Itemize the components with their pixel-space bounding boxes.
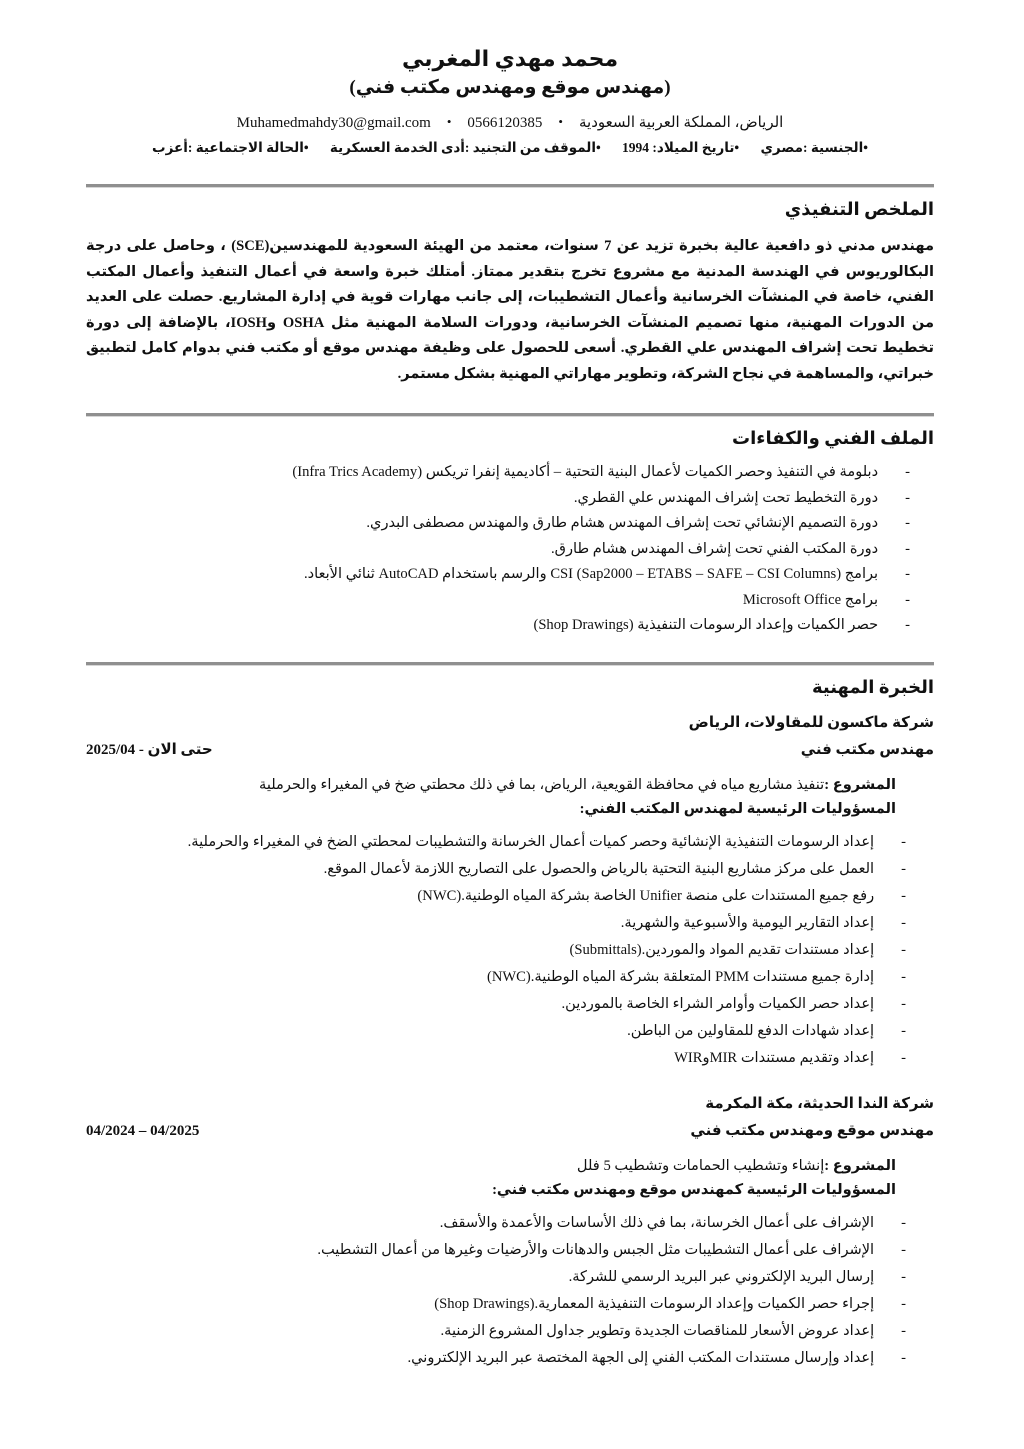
list-item-text: دبلومة في التنفيذ وحصر الكميات لأعمال البنية التحتية – أكاديمية إنفرا تريكس (Infra Trics Academy): [292, 464, 879, 480]
section-divider: [86, 184, 934, 188]
dash-bullet-icon: -: [905, 515, 910, 531]
dash-bullet-icon: -: [901, 1215, 906, 1231]
job-dates: 04/2024 – 04/2025: [86, 1123, 200, 1139]
list-item-text: دورة المكتب الفني تحت إشراف المهندس هشام طارق.: [551, 540, 879, 557]
dash-bullet-icon: -: [901, 1269, 906, 1285]
list-item: [86, 1294, 934, 1315]
job-role: مهندس مكتب فني: [800, 742, 934, 758]
list-item: [86, 1240, 934, 1261]
dash-bullet-icon: -: [901, 1323, 906, 1339]
dash-bullet-icon: -: [901, 1023, 906, 1039]
responsibilities-heading: المسؤوليات الرئيسية كمهندس موقع ومهندس مكتب فني:: [492, 1182, 896, 1198]
list-item-text: رفع جميع المستندات على منصة Unifier الخاصة بشركة المياه الوطنية.(NWC): [417, 888, 875, 904]
list-item: [86, 1267, 934, 1288]
contact-line: [86, 112, 934, 133]
list-item-text: إجراء حصر الكميات وإعداد الرسومات التنفيذية المعمارية.(Shop Drawings): [434, 1296, 875, 1312]
list-item-text: إعداد مستندات تقديم المواد والموردين.(Submittals): [569, 942, 875, 958]
list-item: [86, 488, 934, 509]
list-item: [86, 1048, 934, 1069]
job-title-row: [86, 739, 934, 761]
list-item-text: إعداد الرسومات التنفيذية الإنشائية وحصر كميات أعمال الخرسانة والتشطيبات لمحطتي الضخ في المغيراء والحرملية.: [187, 834, 875, 850]
job-entry: [86, 1093, 934, 1369]
dash-bullet-icon: -: [905, 540, 910, 557]
list-item: [86, 967, 934, 988]
dash-bullet-icon: -: [901, 861, 906, 877]
list-item: [86, 913, 934, 934]
dash-bullet-icon: -: [905, 566, 910, 582]
list-item: [86, 615, 934, 636]
job-company: شركة الندا الحديثة، مكة المكرمة: [705, 1096, 934, 1112]
detail-marital-status: •الحالة الاجتماعية :أعزب: [152, 140, 309, 155]
dash-bullet-icon: -: [905, 617, 910, 633]
personal-details-line: [86, 138, 934, 158]
resume-header: [86, 44, 934, 158]
list-item-text: إعداد التقارير اليومية والأسبوعية والشهرية.: [620, 915, 875, 931]
bullet-separator: •: [558, 114, 563, 129]
list-item-text: العمل على مركز مشاريع البنية التحتية بالرياض والحصول على التصاريح اللازمة لأعمال الموقع.: [323, 861, 875, 877]
list-item: [86, 886, 934, 907]
list-item: [86, 1321, 934, 1342]
responsibilities-list: [86, 832, 934, 1069]
list-item: [86, 1021, 934, 1042]
project-description: إنشاء وتشطيب الحمامات وتشطيب 5 فلل: [576, 1158, 825, 1174]
responsibilities-heading: المسؤوليات الرئيسية لمهندس المكتب الفني:: [579, 801, 896, 817]
list-item: [86, 832, 934, 853]
contact-email: Muhamedmahdy30@gmail.com: [236, 115, 431, 131]
job-company: شركة ماكسون للمقاولات، الرياض: [688, 715, 934, 731]
dash-bullet-icon: -: [901, 942, 906, 958]
dash-bullet-icon: -: [901, 1296, 906, 1312]
list-item: [86, 590, 934, 611]
list-item-text: دورة التخطيط تحت إشراف المهندس علي القطري.: [573, 489, 879, 506]
experience-section-title: الخبرة المهنية: [811, 677, 934, 697]
list-item-text: إدارة جميع مستندات PMM المتعلقة بشركة المياه الوطنية.(NWC): [486, 969, 875, 985]
summary-paragraph: مهندس مدني ذو دافعية عالية بخبرة تزيد عن 7 سنوات، معتمد من الهيئة السعودية للمهندسين(SCE) ، وحاصل على درجة البكالوريوس في الهندسة المدنية مع مشروع تخرج بتقدير ممتاز. أمتلك خبرة واسعة في أعمال التنفيذ وأعمال المكتب الفني، خاصة في المنشآت الخرسانية وأعمال التشطيبات، إلى جانب مهارات قوية في إدارة المشاريع. حصلت على العديد من الدورات المهنية، منها تصميم المنشآت الخرسانية، ودورات السلامة المهنية مثل OSHA وIOSH، بالإضافة إلى دورة تخطيط تحت إشراف المهندس علي القطري. أسعى للحصول على وظيفة مهندس موقع أو مكتب فني بدوام كامل لتطبيق خبراتي، والمساهمة في نجاح الشركة، وتطوير مهاراتي المهنية بشكل مستمر.: [86, 238, 934, 382]
skills-list: [86, 462, 934, 636]
job-role: مهندس موقع ومهندس مكتب فني: [690, 1123, 934, 1139]
dash-bullet-icon: -: [905, 591, 910, 608]
dash-bullet-icon: -: [901, 996, 906, 1012]
list-item-text: إعداد وتقديم مستندات MIRوWIR: [674, 1050, 875, 1066]
list-item: [86, 1348, 934, 1369]
list-item: [86, 539, 934, 560]
experience-jobs: [86, 712, 934, 1369]
contact-location: الرياض، المملكة العربية السعودية: [578, 115, 784, 131]
project-label: المشروع :: [824, 1158, 896, 1174]
list-item-text: حصر الكميات وإعداد الرسومات التنفيذية (Shop Drawings): [533, 617, 879, 633]
list-item-text: إرسال البريد الإلكتروني عبر البريد الرسمي للشركة.: [568, 1269, 875, 1285]
skills-section-title: الملف الفني والكفاءات: [732, 428, 934, 448]
dash-bullet-icon: -: [901, 1242, 906, 1258]
responsibilities-list: [86, 1213, 934, 1369]
list-item: [86, 940, 934, 961]
dash-bullet-icon: -: [901, 834, 906, 850]
job-title-row: [86, 1120, 934, 1142]
list-item-text: برامج CSI (Sap2000 – ETABS – SAFE – CSI Columns) والرسم باستخدام AutoCAD ثنائي الأبعاد.: [303, 566, 879, 582]
job-dates: 2025/04 - حتى الان: [86, 742, 213, 758]
summary-section-title: الملخص التنفيذي: [784, 199, 934, 219]
candidate-name: محمد مهدي المغربي: [401, 46, 619, 71]
detail-nationality: •الجنسية :مصري: [760, 140, 868, 155]
job-project-line: [86, 1155, 934, 1177]
section-divider: [86, 413, 934, 417]
section-divider: [86, 662, 934, 666]
dash-bullet-icon: -: [901, 888, 906, 904]
list-item: [86, 462, 934, 483]
list-item: [86, 859, 934, 880]
list-item-text: برامج Microsoft Office: [742, 591, 879, 608]
dash-bullet-icon: -: [901, 969, 906, 985]
dash-bullet-icon: -: [905, 464, 910, 480]
list-item-text: إعداد حصر الكميات وأوامر الشراء الخاصة بالموردين.: [561, 996, 875, 1012]
dash-bullet-icon: -: [901, 915, 906, 931]
list-item: [86, 1213, 934, 1234]
project-label: المشروع :: [824, 777, 896, 793]
dash-bullet-icon: -: [901, 1350, 906, 1366]
dash-bullet-icon: -: [905, 489, 910, 506]
list-item-text: إعداد شهادات الدفع للمقاولين من الباطن.: [627, 1023, 875, 1039]
job-project-line: [86, 774, 934, 796]
list-item-text: الإشراف على أعمال التشطيبات مثل الجبس والدهانات والأرضيات وغيرها من أعمال التشطيب.: [317, 1242, 875, 1258]
dash-bullet-icon: -: [901, 1050, 906, 1066]
list-item-text: دورة التصميم الإنشائي تحت إشراف المهندس هشام طارق والمهندس مصطفى البدري.: [366, 515, 879, 531]
bullet-separator: •: [446, 114, 452, 129]
candidate-title: (مهندس موقع ومهندس مكتب فني): [349, 77, 671, 98]
detail-military-status: •الموقف من التجنيد :أدى الخدمة العسكرية: [329, 140, 601, 155]
job-entry: [86, 712, 934, 1069]
list-item: [86, 994, 934, 1015]
list-item: [86, 513, 934, 534]
project-description: تنفيذ مشاريع مياه في محافظة القويعية، الرياض، بما في ذلك محطتي ضخ في المغيراء والحرملية: [259, 777, 825, 793]
contact-phone: 0566120385: [467, 115, 543, 131]
list-item-text: إعداد وإرسال مستندات المكتب الفني إلى الجهة المختصة عبر البريد الإلكتروني.: [407, 1350, 875, 1366]
list-item-text: الإشراف على أعمال الخرسانة، بما في ذلك الأساسات والأعمدة والأسقف.: [439, 1215, 875, 1231]
list-item: [86, 564, 934, 585]
detail-birthdate: •تاريخ الميلاد: 1994: [622, 140, 740, 155]
list-item-text: إعداد عروض الأسعار للمناقصات الجديدة وتطوير جداول المشروع الزمنية.: [440, 1323, 875, 1339]
